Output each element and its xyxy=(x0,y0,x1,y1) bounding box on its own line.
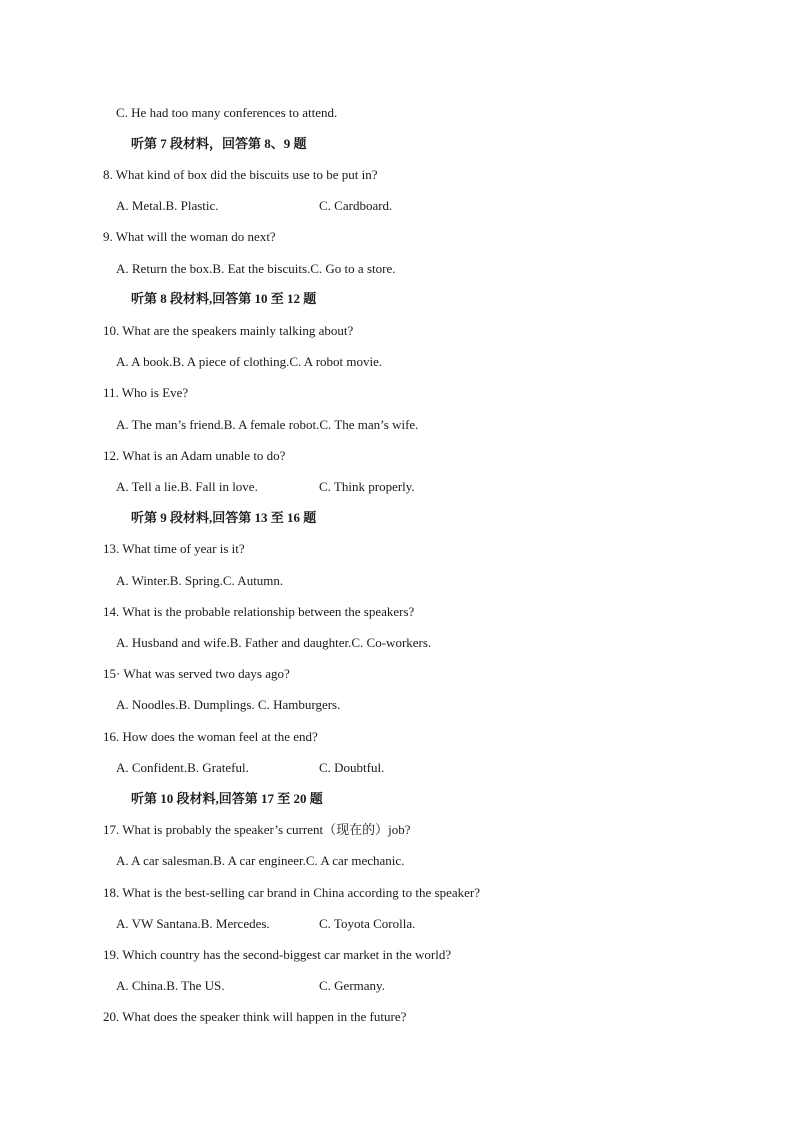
question-line: 18. What is the best-selling car brand in China according to the speaker? xyxy=(103,885,480,900)
option-line xyxy=(116,479,415,495)
option-line: A. Return the box.B. Eat the biscuits.C. Go to a store. xyxy=(116,261,396,276)
question-line: 11. Who is Eve? xyxy=(103,385,189,400)
option-text: A. Confident.B. Grateful. xyxy=(116,760,249,775)
option-text-c: C. Germany. xyxy=(319,978,385,993)
question-line: 17. What is probably the speaker’s current（现在的）job? xyxy=(103,822,411,837)
option-line: A. Winter.B. Spring.C. Autumn. xyxy=(116,573,284,588)
question-line: 14. What is the probable relationship between the speakers? xyxy=(103,604,415,619)
section-heading: 听第 7 段材料，回答第 8、9 题 xyxy=(131,136,307,151)
option-line xyxy=(116,198,393,214)
option-line: A. A book.B. A piece of clothing.C. A robot movie. xyxy=(116,354,383,369)
option-text-c: C. Cardboard. xyxy=(319,198,393,213)
question-line: 15· What was served two days ago? xyxy=(103,666,290,681)
option-line xyxy=(116,916,416,932)
option-text: A. Metal.B. Plastic. xyxy=(116,198,219,213)
question-line: 19. Which country has the second-biggest car market in the world? xyxy=(103,947,452,962)
question-line: 9. What will the woman do next? xyxy=(103,229,276,244)
option-line: A. Husband and wife.B. Father and daughter.C. Co-workers. xyxy=(116,635,432,650)
section-heading: 听第 9 段材料,回答第 13 至 16 题 xyxy=(131,510,317,525)
option-text-c: C. Toyota Corolla. xyxy=(319,916,416,931)
option-line xyxy=(116,978,385,994)
section-heading: 听第 10 段材料,回答第 17 至 20 题 xyxy=(131,791,323,806)
option-text-c: C. Think properly. xyxy=(319,479,415,494)
option-text-c: C. Doubtful. xyxy=(319,760,385,775)
option-text: A. VW Santana.B. Mercedes. xyxy=(116,916,270,931)
question-line: 10. What are the speakers mainly talking about? xyxy=(103,323,354,338)
option-line: A. The man’s friend.B. A female robot.C. The man’s wife. xyxy=(116,417,419,432)
option-text: A. Tell a lie.B. Fall in love. xyxy=(116,479,258,494)
option-line xyxy=(116,760,385,776)
question-line: 12. What is an Adam unable to do? xyxy=(103,448,286,463)
question-line: 8. What kind of box did the biscuits use to be put in? xyxy=(103,167,378,182)
question-line: 20. What does the speaker think will happen in the future? xyxy=(103,1009,407,1024)
option-line: A. A car salesman.B. A car engineer.C. A car mechanic. xyxy=(116,853,405,868)
question-line: 13. What time of year is it? xyxy=(103,541,245,556)
option-line: C. He had too many conferences to attend. xyxy=(116,105,338,120)
option-text: A. China.B. The US. xyxy=(116,978,225,993)
section-heading: 听第 8 段材料,回答第 10 至 12 题 xyxy=(131,291,317,306)
option-line: A. Noodles.B. Dumplings. C. Hamburgers. xyxy=(116,697,341,712)
question-line: 16. How does the woman feel at the end? xyxy=(103,729,318,744)
